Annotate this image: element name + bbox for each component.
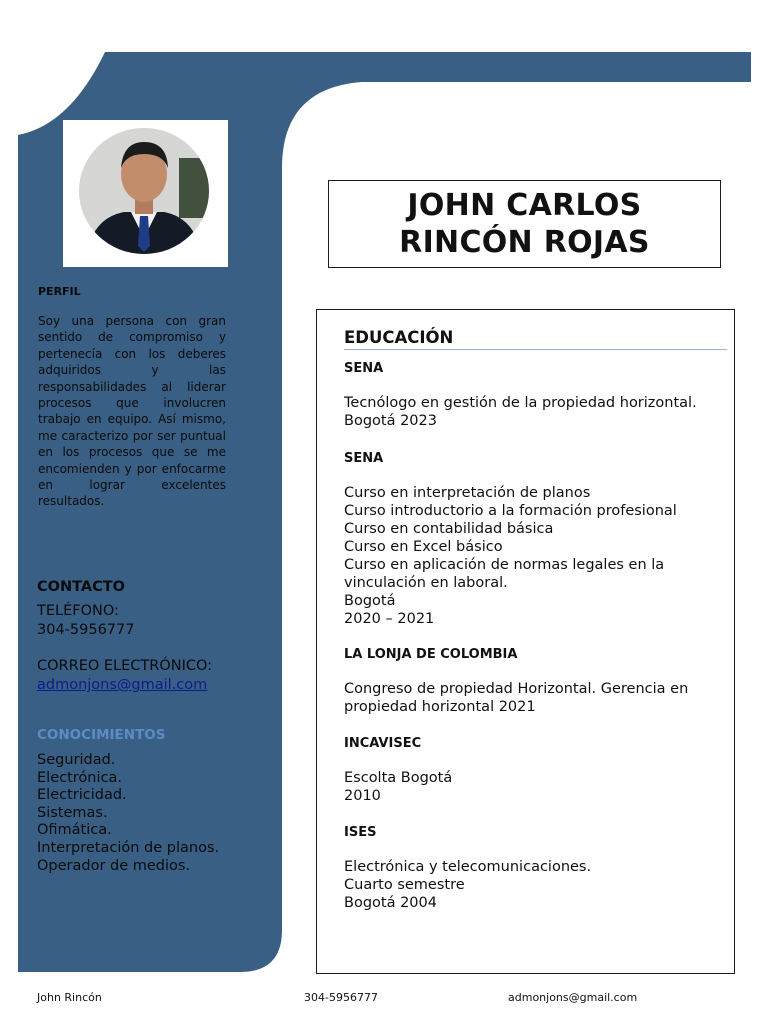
entry-details bbox=[344, 680, 729, 716]
institution-name: LA LONJA DE COLOMBIA bbox=[344, 647, 518, 662]
entry-details bbox=[344, 484, 729, 628]
detail-line: Curso introductorio a la formación profesional bbox=[344, 503, 677, 519]
detail-line: Electrónica y telecomunicaciones. bbox=[344, 859, 592, 875]
name-line-2: RINCÓN ROJAS bbox=[399, 225, 650, 260]
list-item: Ofimática. bbox=[37, 822, 112, 839]
entry-details bbox=[344, 769, 729, 805]
telefono-value: 304-5956777 bbox=[37, 622, 135, 638]
perfil-heading: PERFIL bbox=[38, 285, 81, 298]
conocimientos-list bbox=[37, 752, 219, 875]
detail-line: Tecnólogo en gestión de la propiedad horizontal. bbox=[344, 395, 697, 411]
education-heading: EDUCACIÓN bbox=[344, 328, 727, 350]
education-entry bbox=[344, 647, 729, 716]
detail-line: 2010 bbox=[344, 788, 381, 804]
telefono-label: TELÉFONO: bbox=[37, 603, 119, 619]
education-entry bbox=[344, 361, 729, 430]
footer-email: admonjons@gmail.com bbox=[508, 991, 638, 1004]
person-silhouette-icon bbox=[79, 128, 209, 254]
detail-line: Bogotá 2023 bbox=[344, 413, 437, 429]
detail-line: Curso en Excel básico bbox=[344, 539, 503, 555]
detail-line: Escolta Bogotá bbox=[344, 770, 453, 786]
name-box bbox=[328, 180, 721, 268]
education-entry bbox=[344, 736, 729, 805]
name-line-1: JOHN CARLOS bbox=[407, 188, 642, 223]
detail-line: Curso en interpretación de planos bbox=[344, 485, 591, 501]
education-entry bbox=[344, 451, 729, 628]
education-section bbox=[316, 309, 735, 974]
footer-phone: 304-5956777 bbox=[304, 991, 378, 1004]
institution-name: INCAVISEC bbox=[344, 736, 422, 751]
profile-photo-frame bbox=[63, 120, 228, 267]
detail-line: Bogotá 2004 bbox=[344, 895, 437, 911]
list-item: Operador de medios. bbox=[37, 857, 191, 874]
list-item: Seguridad. bbox=[37, 752, 116, 768]
list-item: Interpretación de planos. bbox=[37, 839, 220, 856]
footer-name: John Rincón bbox=[37, 991, 102, 1004]
conocimientos-heading: CONOCIMIENTOS bbox=[37, 727, 166, 743]
detail-line: Cuarto semestre bbox=[344, 877, 465, 893]
list-item: Electrónica. bbox=[37, 769, 122, 786]
detail-line: Curso en aplicación de normas legales en la vinculación en laboral. bbox=[344, 557, 665, 591]
detail-line: 2020 – 2021 bbox=[344, 611, 435, 627]
education-entry bbox=[344, 825, 729, 912]
list-item: Sistemas. bbox=[37, 804, 108, 821]
list-item: Electricidad. bbox=[37, 787, 127, 804]
detail-line: Congreso de propiedad Horizontal. Gerencia en propiedad horizontal 2021 bbox=[344, 681, 689, 715]
profile-photo bbox=[79, 128, 209, 254]
correo-line bbox=[37, 677, 207, 693]
correo-label: CORREO ELECTRÓNICO: bbox=[37, 658, 213, 674]
institution-name: ISES bbox=[344, 825, 377, 840]
entry-details bbox=[344, 858, 729, 912]
email-link[interactable]: admonjons@gmail.com bbox=[37, 677, 208, 693]
detail-line: Curso en contabilidad básica bbox=[344, 521, 554, 537]
perfil-text: Soy una persona con gran sentido de compromiso y pertenecía con los deberes adquiridos y las responsabilidades al liderar procesos que involucren trabajo en equipo. Así mismo, me caracterizo por ser puntual en los procesos que se me encomienden y por enfocarme en lograr excelentes resultados. bbox=[38, 314, 226, 509]
institution-name: SENA bbox=[344, 451, 384, 466]
contacto-heading: CONTACTO bbox=[37, 579, 125, 595]
entry-details bbox=[344, 394, 729, 430]
name-title bbox=[399, 187, 650, 261]
institution-name: SENA bbox=[344, 361, 384, 376]
detail-line: Bogotá bbox=[344, 593, 396, 609]
